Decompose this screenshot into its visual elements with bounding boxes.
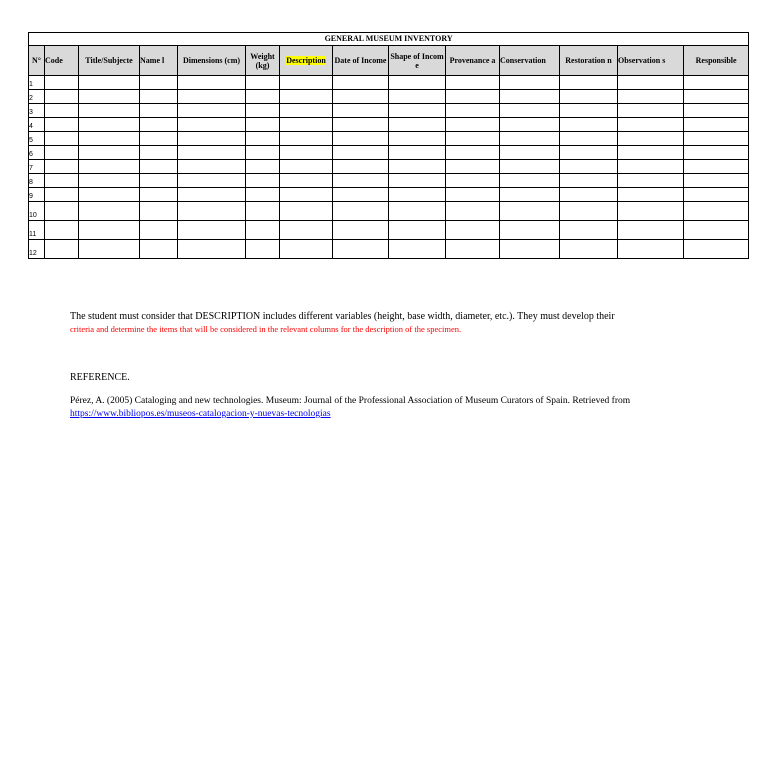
row-number: 5	[29, 132, 45, 146]
table-cell[interactable]	[246, 90, 280, 104]
table-cell[interactable]	[280, 160, 333, 174]
table-cell[interactable]	[389, 104, 446, 118]
table-cell[interactable]	[79, 104, 140, 118]
row-number: 7	[29, 160, 45, 174]
table-cell[interactable]	[79, 221, 140, 240]
table-cell[interactable]	[280, 132, 333, 146]
table-cell[interactable]	[45, 240, 79, 259]
description-highlight: Description	[286, 56, 326, 65]
table-cell[interactable]	[246, 132, 280, 146]
table-cell[interactable]	[280, 104, 333, 118]
table-cell[interactable]	[389, 174, 446, 188]
table-cell[interactable]	[140, 174, 178, 188]
table-cell[interactable]	[140, 240, 178, 259]
table-header-row	[29, 46, 749, 76]
table-cell[interactable]	[246, 188, 280, 202]
col-header-restoration: Restoration n	[560, 46, 618, 76]
citation-text: Pérez, A. (2005) Cataloging and new technologies. Museum: Journal of the Professional Association of Museum Curators of Spain. Retrieved from	[70, 396, 631, 406]
table-cell[interactable]	[178, 174, 246, 188]
table-cell[interactable]	[45, 160, 79, 174]
table-cell[interactable]	[178, 221, 246, 240]
table-cell[interactable]	[280, 240, 333, 259]
table-cell[interactable]	[178, 240, 246, 259]
row-number: 2	[29, 90, 45, 104]
table-row	[29, 188, 749, 202]
table-cell[interactable]	[618, 90, 684, 104]
table-cell[interactable]	[389, 188, 446, 202]
table-cell[interactable]	[500, 104, 560, 118]
table-row	[29, 174, 749, 188]
table-cell[interactable]	[333, 221, 389, 240]
table-cell[interactable]	[333, 160, 389, 174]
table-cell[interactable]	[500, 188, 560, 202]
table-cell[interactable]	[333, 104, 389, 118]
table-cell[interactable]	[618, 221, 684, 240]
table-cell[interactable]	[500, 221, 560, 240]
table-row	[29, 90, 749, 104]
reference-heading: REFERENCE.	[70, 372, 130, 383]
row-number: 11	[29, 221, 45, 240]
table-cell[interactable]	[618, 132, 684, 146]
col-header-observations: Observation s	[618, 46, 684, 76]
table-cell[interactable]	[280, 118, 333, 132]
row-number: 1	[29, 76, 45, 90]
table-cell[interactable]	[446, 202, 500, 221]
table-cell[interactable]	[500, 160, 560, 174]
table-cell[interactable]	[560, 146, 618, 160]
table-cell[interactable]	[446, 118, 500, 132]
table-row	[29, 132, 749, 146]
table-cell[interactable]	[684, 174, 749, 188]
table-cell[interactable]	[280, 202, 333, 221]
table-cell[interactable]	[500, 76, 560, 90]
table-cell[interactable]	[389, 221, 446, 240]
table-cell[interactable]	[45, 174, 79, 188]
table-cell[interactable]	[79, 174, 140, 188]
table-cell[interactable]	[560, 188, 618, 202]
row-number: 9	[29, 188, 45, 202]
table-cell[interactable]	[560, 76, 618, 90]
table-cell[interactable]	[79, 160, 140, 174]
table-cell[interactable]	[280, 76, 333, 90]
table-cell[interactable]	[79, 90, 140, 104]
table-cell[interactable]	[178, 146, 246, 160]
table-cell[interactable]	[560, 118, 618, 132]
row-number: 6	[29, 146, 45, 160]
table-cell[interactable]	[500, 118, 560, 132]
table-cell[interactable]	[618, 146, 684, 160]
table-row	[29, 160, 749, 174]
table-cell[interactable]	[333, 90, 389, 104]
table-cell[interactable]	[560, 90, 618, 104]
table-cell[interactable]	[45, 132, 79, 146]
table-cell[interactable]	[280, 174, 333, 188]
table-cell[interactable]	[333, 174, 389, 188]
row-number: 12	[29, 240, 45, 259]
table-cell[interactable]	[618, 240, 684, 259]
table-cell[interactable]	[684, 240, 749, 259]
table-row	[29, 221, 749, 240]
table-row	[29, 146, 749, 160]
table-cell[interactable]	[333, 202, 389, 221]
table-cell[interactable]	[140, 132, 178, 146]
table-cell[interactable]	[446, 76, 500, 90]
table-row	[29, 118, 749, 132]
table-cell[interactable]	[684, 76, 749, 90]
table-cell[interactable]	[684, 118, 749, 132]
table-cell[interactable]	[79, 132, 140, 146]
table-cell[interactable]	[140, 202, 178, 221]
table-cell[interactable]	[45, 146, 79, 160]
col-header-date-of-income: Date of Income	[333, 46, 389, 76]
table-cell[interactable]	[45, 76, 79, 90]
table-cell[interactable]	[45, 188, 79, 202]
table-cell[interactable]	[140, 118, 178, 132]
table-cell[interactable]	[140, 104, 178, 118]
table-cell[interactable]	[79, 146, 140, 160]
table-cell[interactable]	[79, 118, 140, 132]
table-cell[interactable]	[684, 146, 749, 160]
table-cell[interactable]	[560, 132, 618, 146]
table-cell[interactable]	[446, 240, 500, 259]
table-cell[interactable]	[618, 188, 684, 202]
table-cell[interactable]	[684, 104, 749, 118]
table-cell[interactable]	[389, 240, 446, 259]
table-cell[interactable]	[684, 202, 749, 221]
table-cell[interactable]	[389, 118, 446, 132]
table-cell[interactable]	[389, 76, 446, 90]
table-cell[interactable]	[280, 146, 333, 160]
table-cell[interactable]	[178, 160, 246, 174]
table-cell[interactable]	[500, 174, 560, 188]
table-cell[interactable]	[560, 160, 618, 174]
table-cell[interactable]	[140, 146, 178, 160]
table-cell[interactable]	[333, 76, 389, 90]
row-number: 8	[29, 174, 45, 188]
col-header-dimensions: Dimensions (cm)	[178, 46, 246, 76]
table-cell[interactable]	[246, 76, 280, 90]
table-cell[interactable]	[446, 104, 500, 118]
col-header-responsible: Responsible	[684, 46, 749, 76]
row-number: 4	[29, 118, 45, 132]
table-cell[interactable]	[618, 160, 684, 174]
table-cell[interactable]	[246, 104, 280, 118]
table-cell[interactable]	[618, 104, 684, 118]
table-cell[interactable]	[140, 221, 178, 240]
table-cell[interactable]	[140, 160, 178, 174]
table-cell[interactable]	[500, 132, 560, 146]
table-cell[interactable]	[333, 146, 389, 160]
table-cell[interactable]	[618, 174, 684, 188]
row-number: 3	[29, 104, 45, 118]
table-cell[interactable]	[178, 132, 246, 146]
table-cell[interactable]	[246, 146, 280, 160]
table-cell[interactable]	[333, 132, 389, 146]
table-cell[interactable]	[333, 240, 389, 259]
table-cell[interactable]	[333, 188, 389, 202]
col-header-description	[280, 46, 333, 76]
col-header-shape-of-income: Shape of Income	[389, 46, 446, 76]
table-cell[interactable]	[280, 221, 333, 240]
table-cell[interactable]	[684, 221, 749, 240]
table-cell[interactable]	[246, 240, 280, 259]
table-cell[interactable]	[618, 202, 684, 221]
table-cell[interactable]	[560, 202, 618, 221]
note-line-2: criteria and determine the items that will be considered in the relevant columns for the description of the specimen.	[70, 324, 462, 334]
table-cell[interactable]	[45, 118, 79, 132]
table-cell[interactable]	[446, 132, 500, 146]
table-title: GENERAL MUSEUM INVENTORY	[29, 33, 749, 46]
col-header-code: Code	[45, 46, 79, 76]
row-number: 10	[29, 202, 45, 221]
table-cell[interactable]	[618, 118, 684, 132]
table-cell[interactable]	[246, 160, 280, 174]
reference-citation	[70, 395, 710, 421]
table-cell[interactable]	[246, 118, 280, 132]
inventory-table	[28, 32, 749, 259]
table-cell[interactable]	[389, 202, 446, 221]
col-header-conservation: Conservation	[500, 46, 560, 76]
table-cell[interactable]	[560, 221, 618, 240]
table-cell[interactable]	[140, 188, 178, 202]
table-cell[interactable]	[45, 104, 79, 118]
table-row	[29, 104, 749, 118]
table-cell[interactable]	[140, 76, 178, 90]
table-cell[interactable]	[178, 202, 246, 221]
table-cell[interactable]	[446, 160, 500, 174]
table-cell[interactable]	[446, 146, 500, 160]
table-cell[interactable]	[389, 146, 446, 160]
table-cell[interactable]	[500, 202, 560, 221]
table-cell[interactable]	[684, 132, 749, 146]
table-cell[interactable]	[446, 90, 500, 104]
table-cell[interactable]	[79, 240, 140, 259]
table-cell[interactable]	[446, 174, 500, 188]
table-cell[interactable]	[560, 104, 618, 118]
table-cell[interactable]	[246, 221, 280, 240]
table-cell[interactable]	[178, 104, 246, 118]
table-cell[interactable]	[560, 240, 618, 259]
table-row	[29, 240, 749, 259]
col-header-provenance: Provenance a	[446, 46, 500, 76]
table-cell[interactable]	[560, 174, 618, 188]
note-line-1: The student must consider that DESCRIPTION includes different variables (height, base width, diameter, etc.). They must develop their	[70, 311, 615, 322]
table-cell[interactable]	[333, 118, 389, 132]
table-cell[interactable]	[280, 90, 333, 104]
col-header-name: Name l	[140, 46, 178, 76]
table-cell[interactable]	[446, 188, 500, 202]
reference-link[interactable]: https://www.bibliopos.es/museos-catalogacion-y-nuevas-tecnologias	[70, 409, 331, 419]
table-cell[interactable]	[389, 160, 446, 174]
table-cell[interactable]	[500, 90, 560, 104]
col-header-number: N°	[29, 46, 45, 76]
table-cell[interactable]	[500, 240, 560, 259]
table-cell[interactable]	[45, 221, 79, 240]
table-cell[interactable]	[389, 90, 446, 104]
col-header-title-subject: Title/Subjecte	[79, 46, 140, 76]
table-cell[interactable]	[45, 202, 79, 221]
table-cell[interactable]	[684, 188, 749, 202]
table-cell[interactable]	[178, 188, 246, 202]
table-cell[interactable]	[79, 188, 140, 202]
table-cell[interactable]	[178, 76, 246, 90]
table-cell[interactable]	[618, 76, 684, 90]
table-cell[interactable]	[79, 76, 140, 90]
table-cell[interactable]	[45, 90, 79, 104]
table-cell[interactable]	[178, 90, 246, 104]
table-cell[interactable]	[684, 90, 749, 104]
table-cell[interactable]	[389, 132, 446, 146]
table-cell[interactable]	[446, 221, 500, 240]
table-cell[interactable]	[500, 146, 560, 160]
table-body	[29, 76, 749, 259]
table-cell[interactable]	[246, 202, 280, 221]
table-cell[interactable]	[684, 160, 749, 174]
col-header-weight: Weight (kg)	[246, 46, 280, 76]
table-cell[interactable]	[246, 174, 280, 188]
table-cell[interactable]	[79, 202, 140, 221]
description-note	[70, 310, 710, 336]
table-cell[interactable]	[140, 90, 178, 104]
table-cell[interactable]	[280, 188, 333, 202]
table-row	[29, 202, 749, 221]
table-cell[interactable]	[178, 118, 246, 132]
table-row	[29, 76, 749, 90]
